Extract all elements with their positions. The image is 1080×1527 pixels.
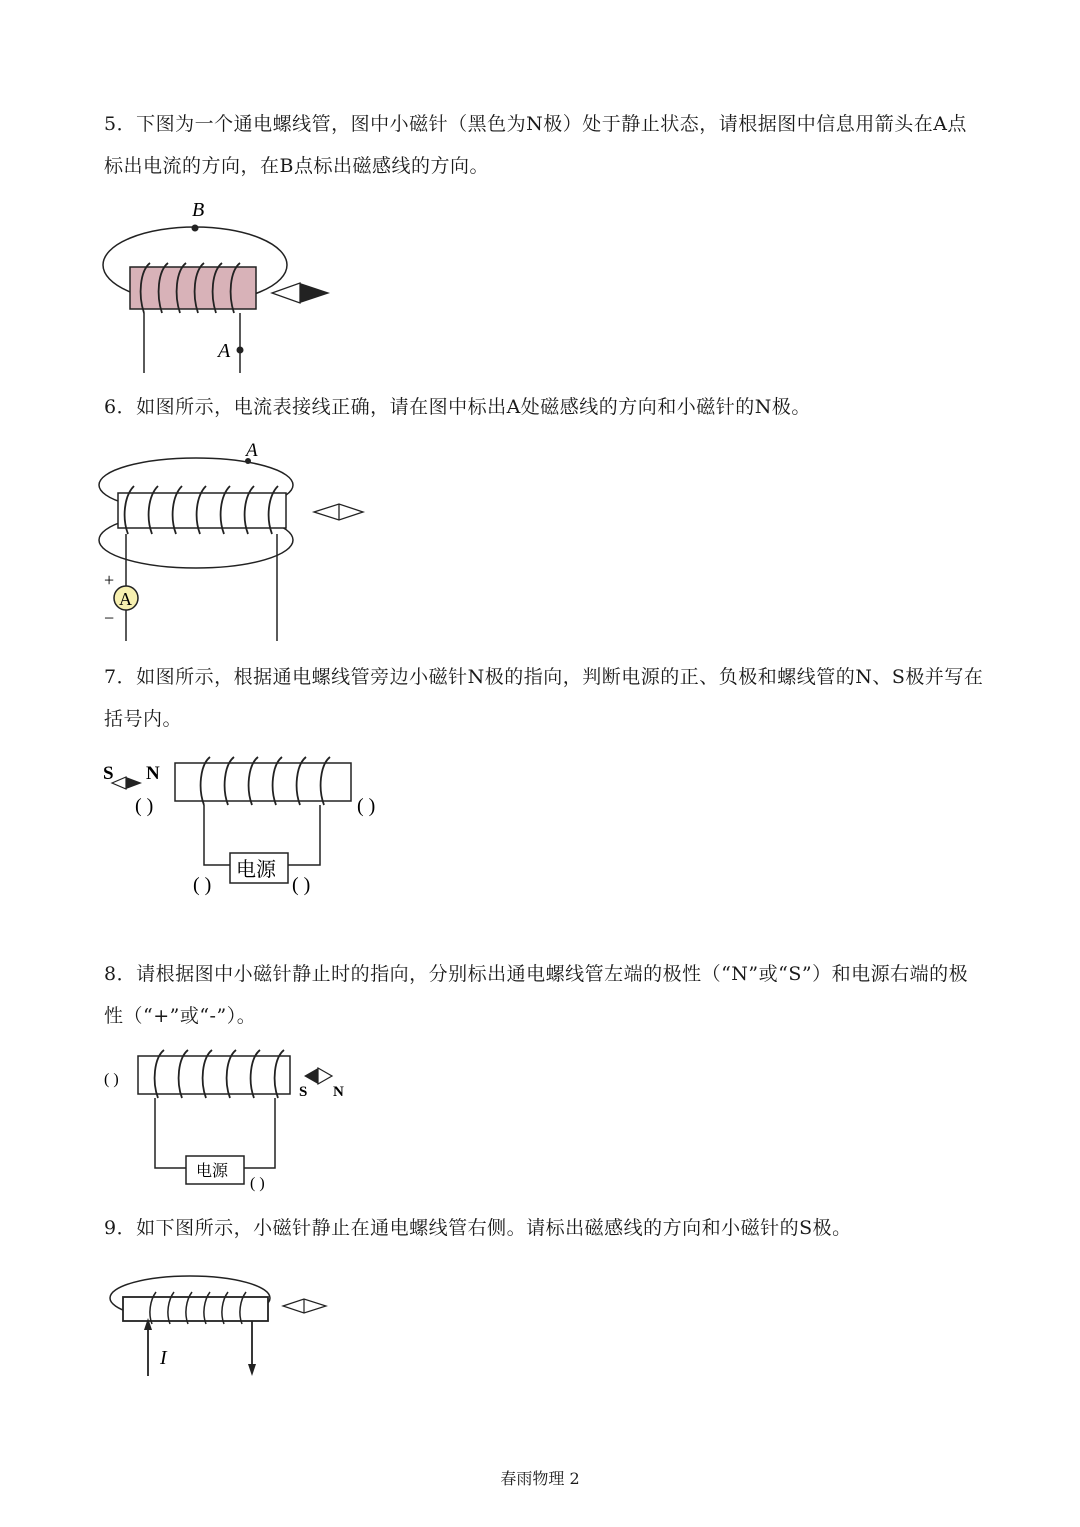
needle-s-label: S [103, 763, 114, 784]
label-b: B [192, 199, 205, 221]
question-8-text: 8．请根据图中小磁针静止时的指向，分别标出通电螺线管左端的极性（“N”或“S”）和电源右端的极性（“+”或“-”）。 [104, 963, 969, 1027]
power-label: 电源 [196, 1163, 229, 1180]
point-b [192, 225, 199, 232]
figure-5-solenoid [100, 195, 340, 380]
power-left-bracket: ( ) [193, 874, 212, 896]
question-6-text: 6．如图所示，电流表接线正确，请在图中标出A处磁感线的方向和小磁针的N极。 [104, 396, 811, 418]
page-footer: 春雨物理 2 [500, 1469, 580, 1488]
plus-terminal: + [104, 570, 115, 590]
question-5-text: 5．下图为一个通电螺线管，图中小磁针（黑色为N极）处于静止状态，请根据图中信息用箭头在A点标出电流的方向，在B点标出磁感线的方向。 [104, 113, 967, 177]
needle-n-label: N [146, 763, 160, 784]
minus-terminal: − [104, 608, 115, 628]
needle-n-label: N [333, 1084, 344, 1100]
figure-8-solenoid [100, 1048, 360, 1193]
ammeter-label: A [119, 589, 132, 609]
figure-9-solenoid [100, 1268, 340, 1380]
question-7-text: 7．如图所示，根据通电螺线管旁边小磁针N极的指向，判断电源的正、负极和螺线管的N、S极并写在括号内。 [104, 666, 984, 730]
left-bracket: ( ) [104, 1071, 119, 1088]
power-label: 电源 [236, 859, 276, 881]
power-right-bracket: ( ) [250, 1175, 265, 1192]
power-right-bracket: ( ) [292, 874, 311, 896]
needle-s-label: S [299, 1084, 308, 1100]
compass-needle [272, 283, 330, 303]
compass-needle [283, 1299, 326, 1313]
right-bracket: ( ) [357, 795, 376, 817]
left-bracket: ( ) [135, 795, 154, 817]
figure-7-solenoid [100, 755, 400, 905]
label-a: A [218, 340, 231, 362]
compass-needle [112, 777, 142, 789]
compass-needle [314, 504, 363, 520]
solenoid-core [130, 267, 256, 309]
figure-6-solenoid [96, 438, 376, 646]
point-a [237, 347, 244, 354]
question-9-text: 9．如下图所示，小磁针静止在通电螺线管右侧。请标出磁感线的方向和小磁针的S极。 [104, 1217, 852, 1239]
current-label: I [160, 1347, 167, 1369]
compass-needle [304, 1068, 332, 1084]
label-a: A [246, 440, 258, 461]
